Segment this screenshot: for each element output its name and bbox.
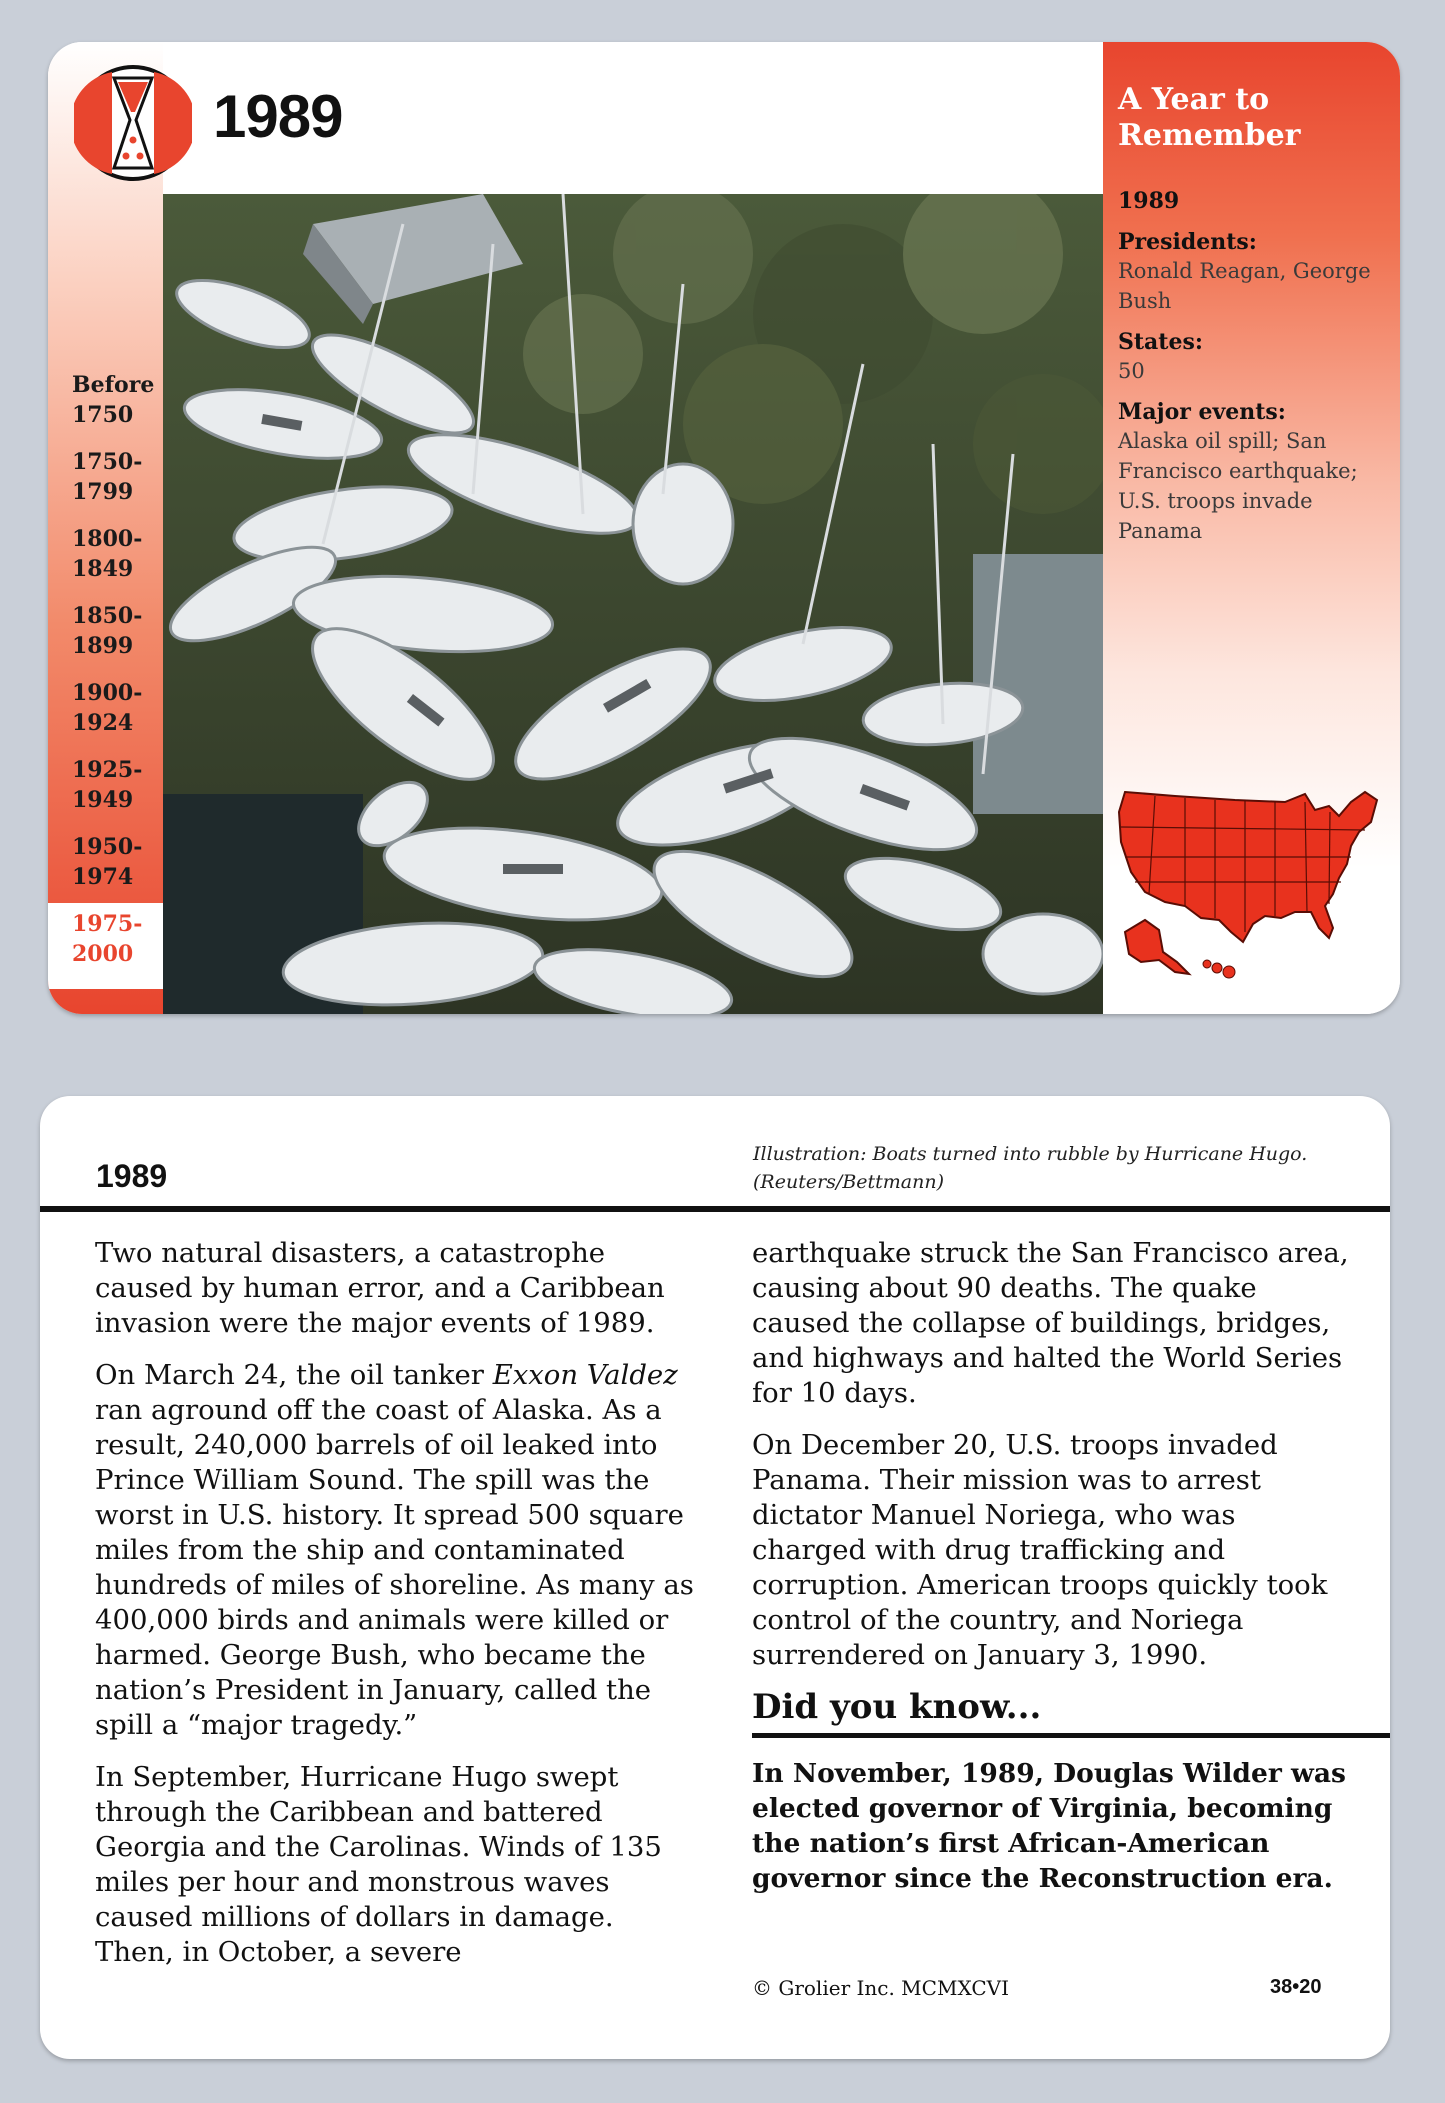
illustration-caption xyxy=(753,1140,1353,1196)
paragraph-oil-spill xyxy=(95,1358,695,1743)
events-label: Major events: xyxy=(1118,399,1286,425)
era-item: 1800-1849 xyxy=(72,526,143,582)
presidents-label: Presidents: xyxy=(1118,229,1257,255)
events-value: Alaska oil spill; San Francisco earthquake; U.S. troops invade Panama xyxy=(1118,429,1358,543)
card-number: 38•20 xyxy=(1270,1976,1322,1998)
copyright: © Grolier Inc. MCMXCVI xyxy=(752,1976,1009,2000)
era-list xyxy=(48,364,163,989)
back-year-title: 1989 xyxy=(96,1158,168,1194)
caption-line: Illustration: Boats turned into rubble by Hurricane Hugo. xyxy=(753,1143,1308,1165)
era-item: 1950-1974 xyxy=(72,834,143,890)
paragraph-earthquake: earthquake struck the San Francisco area, causing about 90 deaths. The quake caused the collapse of buildings, bridges, and highways and halted the World Series for 10 days. xyxy=(752,1237,1349,1409)
paragraph-intro: Two natural disasters, a catastrophe caused by human error, and a Caribbean invasion were the major events of 1989. xyxy=(95,1237,665,1339)
text-column-left xyxy=(95,1236,695,1987)
divider xyxy=(40,1206,1390,1212)
hurricane-boats-photo xyxy=(163,194,1103,1014)
panel-title: A Year to Remember xyxy=(1118,82,1301,153)
era-item: 1925-1949 xyxy=(72,757,143,813)
era-item: 1750-1799 xyxy=(72,449,143,505)
ship-name: Exxon Valdez xyxy=(492,1359,678,1391)
era-item-active: 1975-2000 xyxy=(48,903,163,989)
text-span: ran aground off the coast of Alaska. As a result, 240,000 barrels of oil leaked into Prince William Sound. The spill was the worst in U.S. history. It spread 500 square miles from the ship and contaminated hundreds of miles of shoreline. As many as 400,000 birds and animals were killed or harmed. George Bush, who became the nation’s President in January, called the spill a “major tragedy.” xyxy=(95,1394,694,1741)
era-item: Before 1750 xyxy=(72,372,155,428)
did-you-know-heading: Did you know... xyxy=(752,1690,1390,1738)
back-card xyxy=(40,1096,1390,2059)
did-you-know-text: In November, 1989, Douglas Wilder was elected governor of Virginia, becoming the nation’s first African-American governor since the Reconstruction era. xyxy=(752,1758,1346,1894)
paragraph-panama: On December 20, U.S. troops invaded Panama. Their mission was to arrest dictator Manuel Noriega, who was charged with drug trafficking and corruption. American troops quickly took control of the country, and Noriega surrendered on January 3, 1990. xyxy=(752,1429,1328,1671)
panel-year: 1989 xyxy=(1118,188,1180,214)
text-column-right xyxy=(752,1236,1352,1896)
era-item: 1850-1899 xyxy=(72,603,143,659)
caption-credit: (Reuters/Bettmann) xyxy=(753,1171,945,1193)
presidents-value: Ronald Reagan, George Bush xyxy=(1118,259,1371,313)
front-card xyxy=(48,42,1400,1014)
us-map-icon xyxy=(1115,782,1385,982)
era-item: 1900-1924 xyxy=(72,680,143,736)
states-value: 50 xyxy=(1118,359,1145,383)
panel-fields xyxy=(1118,188,1388,546)
text-span: On March 24, the oil tanker xyxy=(95,1359,493,1391)
card-year-title: 1989 xyxy=(213,83,343,150)
era-timeline-strip xyxy=(48,42,163,1014)
paragraph-hurricane: In September, Hurricane Hugo swept through the Caribbean and battered Georgia and the Carolinas. Winds of 135 miles per hour and monstrous waves caused millions of dollars in damage. Then, in October, a severe xyxy=(95,1761,662,1968)
hourglass-icon xyxy=(74,64,192,182)
year-facts-panel xyxy=(1103,42,1400,1014)
states-label: States: xyxy=(1118,329,1203,355)
